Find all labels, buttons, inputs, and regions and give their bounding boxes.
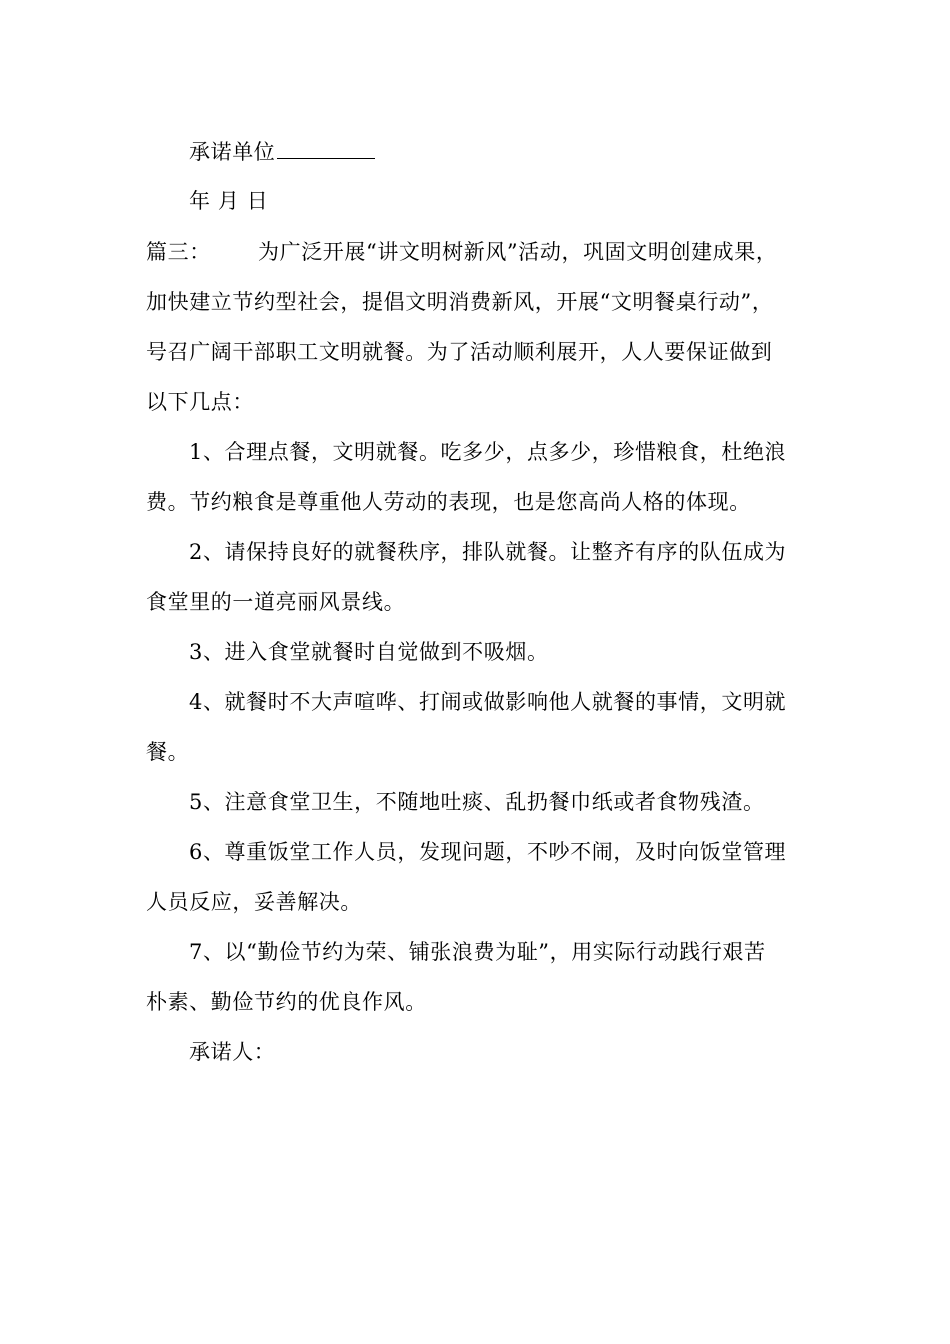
item-2-line-1: 2、请保持良好的就餐秩序，排队就餐。让整齐有序的队伍成为 — [189, 540, 787, 564]
signature-unit-blank — [277, 138, 375, 159]
item-1-line-1: 1、合理点餐，文明就餐。吃多少，点多少，珍惜粮食，杜绝浪 — [189, 440, 787, 464]
item-4-line-2: 餐。 — [146, 740, 190, 764]
signature-unit-label: 承诺单位 — [189, 140, 276, 164]
signature-date: 年 月 日 — [189, 189, 269, 213]
item-6-line-1: 6、尊重饭堂工作人员，发现问题，不吵不闹，及时向饭堂管理 — [189, 840, 787, 864]
intro-text-1: 为广泛开展“讲文明树新风”活动，巩固文明创建成果， — [258, 240, 778, 264]
signature-unit-line — [189, 138, 375, 166]
item-4-line-1: 4、就餐时不大声喧哗、打闹或做影响他人就餐的事情，文明就 — [189, 690, 787, 714]
item-5-line-1: 5、注意食堂卫生，不随地吐痰、乱扔餐巾纸或者食物残渣。 — [189, 790, 765, 814]
item-6-line-2: 人员反应，妥善解决。 — [146, 890, 362, 914]
item-7-line-1: 7、以“勤俭节约为荣、铺张浪费为耻”，用实际行动践行艰苦 — [189, 940, 766, 964]
section-intro-line-4: 以下几点： — [146, 390, 254, 414]
section-intro-line-2: 加快建立节约型社会，提倡文明消费新风，开展“文明餐桌行动”， — [146, 290, 774, 314]
section-label: 篇三： — [146, 240, 211, 264]
section-intro-line-3: 号召广阔干部职工文明就餐。为了活动顺利展开，人人要保证做到 — [146, 340, 773, 364]
item-2-line-2: 食堂里的一道亮丽风景线。 — [146, 590, 406, 614]
section-intro-line-1 — [146, 238, 777, 266]
item-3-line-1: 3、进入食堂就餐时自觉做到不吸烟。 — [189, 640, 549, 664]
signer-label: 承诺人： — [189, 1040, 276, 1064]
item-7-line-2: 朴素、勤俭节约的优良作风。 — [146, 990, 427, 1014]
item-1-line-2: 费。节约粮食是尊重他人劳动的表现，也是您高尚人格的体现。 — [146, 490, 751, 514]
